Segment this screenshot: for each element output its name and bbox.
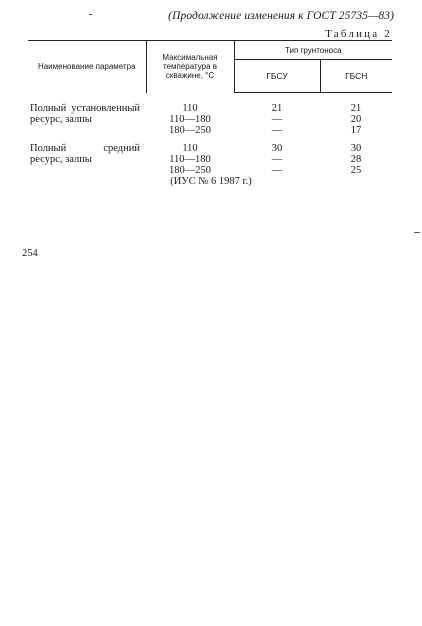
gbsu-value: — (271, 154, 283, 165)
gbsn-value: 28 (350, 154, 362, 165)
header-soil-sampler-type: Тип грунтоноса (234, 41, 392, 60)
header-max-temperature: Максимальная температура в скважине, °С (146, 41, 234, 93)
parameters-table (28, 40, 392, 176)
gbsu-value: 21 (271, 103, 283, 114)
gbsn-value: 17 (350, 125, 362, 136)
gbsu-value: 30 (271, 143, 283, 154)
row-gbsn-values (320, 143, 392, 176)
gbsn-value: 21 (350, 103, 362, 114)
gbsn-value: 25 (350, 165, 362, 176)
header-gbsn: ГБСН (320, 60, 392, 93)
page-number: 254 (22, 248, 38, 259)
row-gbsu-values (234, 143, 320, 176)
gbsu-value: — (271, 125, 283, 136)
temperature-value: 110 (182, 143, 198, 154)
header-parameter-name: Наименование параметра (28, 41, 146, 93)
gbsu-value: — (271, 114, 283, 125)
scan-speck (414, 232, 420, 233)
row-parameter-name: Полный средний ресурс, залпы (30, 143, 140, 165)
table-label: Таблица 2 (325, 28, 392, 40)
temperature-value: 180—250 (169, 165, 211, 176)
row-gbsu-values (234, 103, 320, 136)
scan-speck (89, 14, 92, 15)
temperature-value: 110—180 (169, 114, 211, 125)
amendment-reference: (ИУС № 6 1987 г.) (170, 176, 252, 187)
row-temperatures (146, 143, 234, 176)
temperature-value: 110—180 (169, 154, 211, 165)
row-gbsn-values (320, 103, 392, 136)
table-row (28, 143, 392, 176)
gbsu-value: — (271, 165, 283, 176)
row-parameter-name: Полный установленный ресурс, залпы (30, 103, 140, 125)
table-row (28, 103, 392, 136)
header-gbsu: ГБСУ (234, 60, 320, 93)
row-temperatures (146, 103, 234, 136)
continuation-note: (Продолжение изменения к ГОСТ 25735—83) (168, 10, 394, 22)
temperature-value: 180—250 (169, 125, 211, 136)
gbsn-value: 30 (350, 143, 362, 154)
temperature-value: 110 (182, 103, 198, 114)
gbsn-value: 20 (350, 114, 362, 125)
